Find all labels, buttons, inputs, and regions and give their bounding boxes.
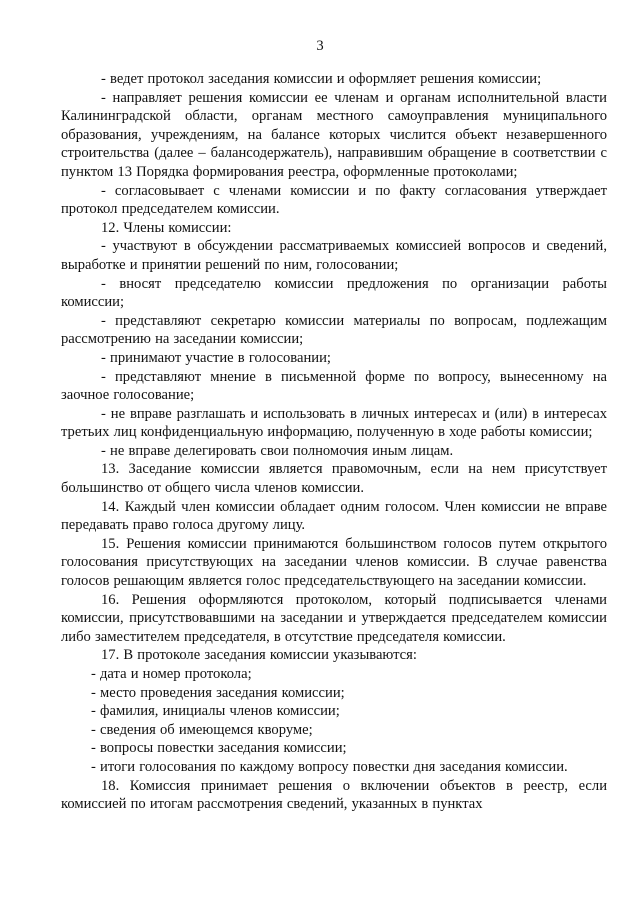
paragraph: 16. Решения оформляются протоколом, который подписывается членами комиссии, присутствовавшими на заседании и утверждается председателем комиссии либо заместителем председателя, в отсутствие председателя комиссии. bbox=[61, 591, 607, 645]
paragraph: - не вправе разглашать и использовать в личных интересах и (или) в интересах третьих лиц конфиденциальную информацию, полученную в ходе работы комиссии; bbox=[61, 405, 607, 441]
paragraph: 13. Заседание комиссии является правомочным, если на нем присутствует большинство от общего числа членов комиссии. bbox=[61, 461, 607, 497]
paragraph: - вносят председателю комиссии предложения по организации работы комиссии; bbox=[61, 275, 607, 311]
paragraph: 14. Каждый член комиссии обладает одним голосом. Член комиссии не вправе передавать право голоса другому лицу. bbox=[61, 498, 607, 534]
paragraph: - направляет решения комиссии ее членам и органам исполнительной власти Калининградской области, органам местного самоуправления муниципального образования, учреждениям, на балансе которых числится объект незавершенного строительства (далее – балансодержатель), направившим обращение в соответствии с пунктом 13 Порядка формирования реестра, оформленные протоколами; bbox=[61, 89, 607, 180]
list-item: - итоги голосования по каждому вопросу повестки дня заседания комиссии. bbox=[91, 758, 568, 775]
list-item: - фамилия, инициалы членов комиссии; bbox=[91, 703, 340, 720]
paragraph: - согласовывает с членами комиссии и по факту согласования утверждает протокол председателем комиссии. bbox=[61, 182, 607, 218]
paragraph: - представляют секретарю комиссии материалы по вопросам, подлежащим рассмотрению на заседании комиссии; bbox=[61, 312, 607, 348]
paragraph: - принимают участие в голосовании; bbox=[101, 349, 331, 366]
paragraph: - представляют мнение в письменной форме по вопросу, вынесенному на заочное голосование; bbox=[61, 368, 607, 404]
paragraph: 15. Решения комиссии принимаются большинством голосов путем открытого голосования присутствующих на заседании членов комиссии. В случае равенства голосов решающим является голос председательствующего на заседании комиссии. bbox=[61, 535, 607, 590]
page-number: 3 bbox=[316, 38, 324, 54]
paragraph: - не вправе делегировать свои полномочия иным лицам. bbox=[101, 442, 454, 459]
paragraph: - ведет протокол заседания комиссии и оформляет решения комиссии; bbox=[101, 71, 542, 87]
document-body bbox=[61, 70, 607, 814]
list-item: - вопросы повестки заседания комиссии; bbox=[91, 740, 347, 757]
paragraph: - участвуют в обсуждении рассматриваемых комиссией вопросов и сведений, выработке и принятии решений по ним, голосовании; bbox=[61, 238, 607, 273]
section-heading: 17. В протоколе заседания комиссии указываются: bbox=[101, 647, 417, 664]
list-item: - сведения об имеющемся кворуме; bbox=[91, 721, 313, 738]
paragraph: 18. Комиссия принимает решения о включении объектов в реестр, если комиссией по итогам рассмотрения сведений, указанных в пунктах bbox=[61, 777, 607, 813]
list-item: - дата и номер протокола; bbox=[91, 666, 252, 682]
section-heading: 12. Члены комиссии: bbox=[101, 219, 232, 236]
list-item: - место проведения заседания комиссии; bbox=[91, 684, 345, 701]
